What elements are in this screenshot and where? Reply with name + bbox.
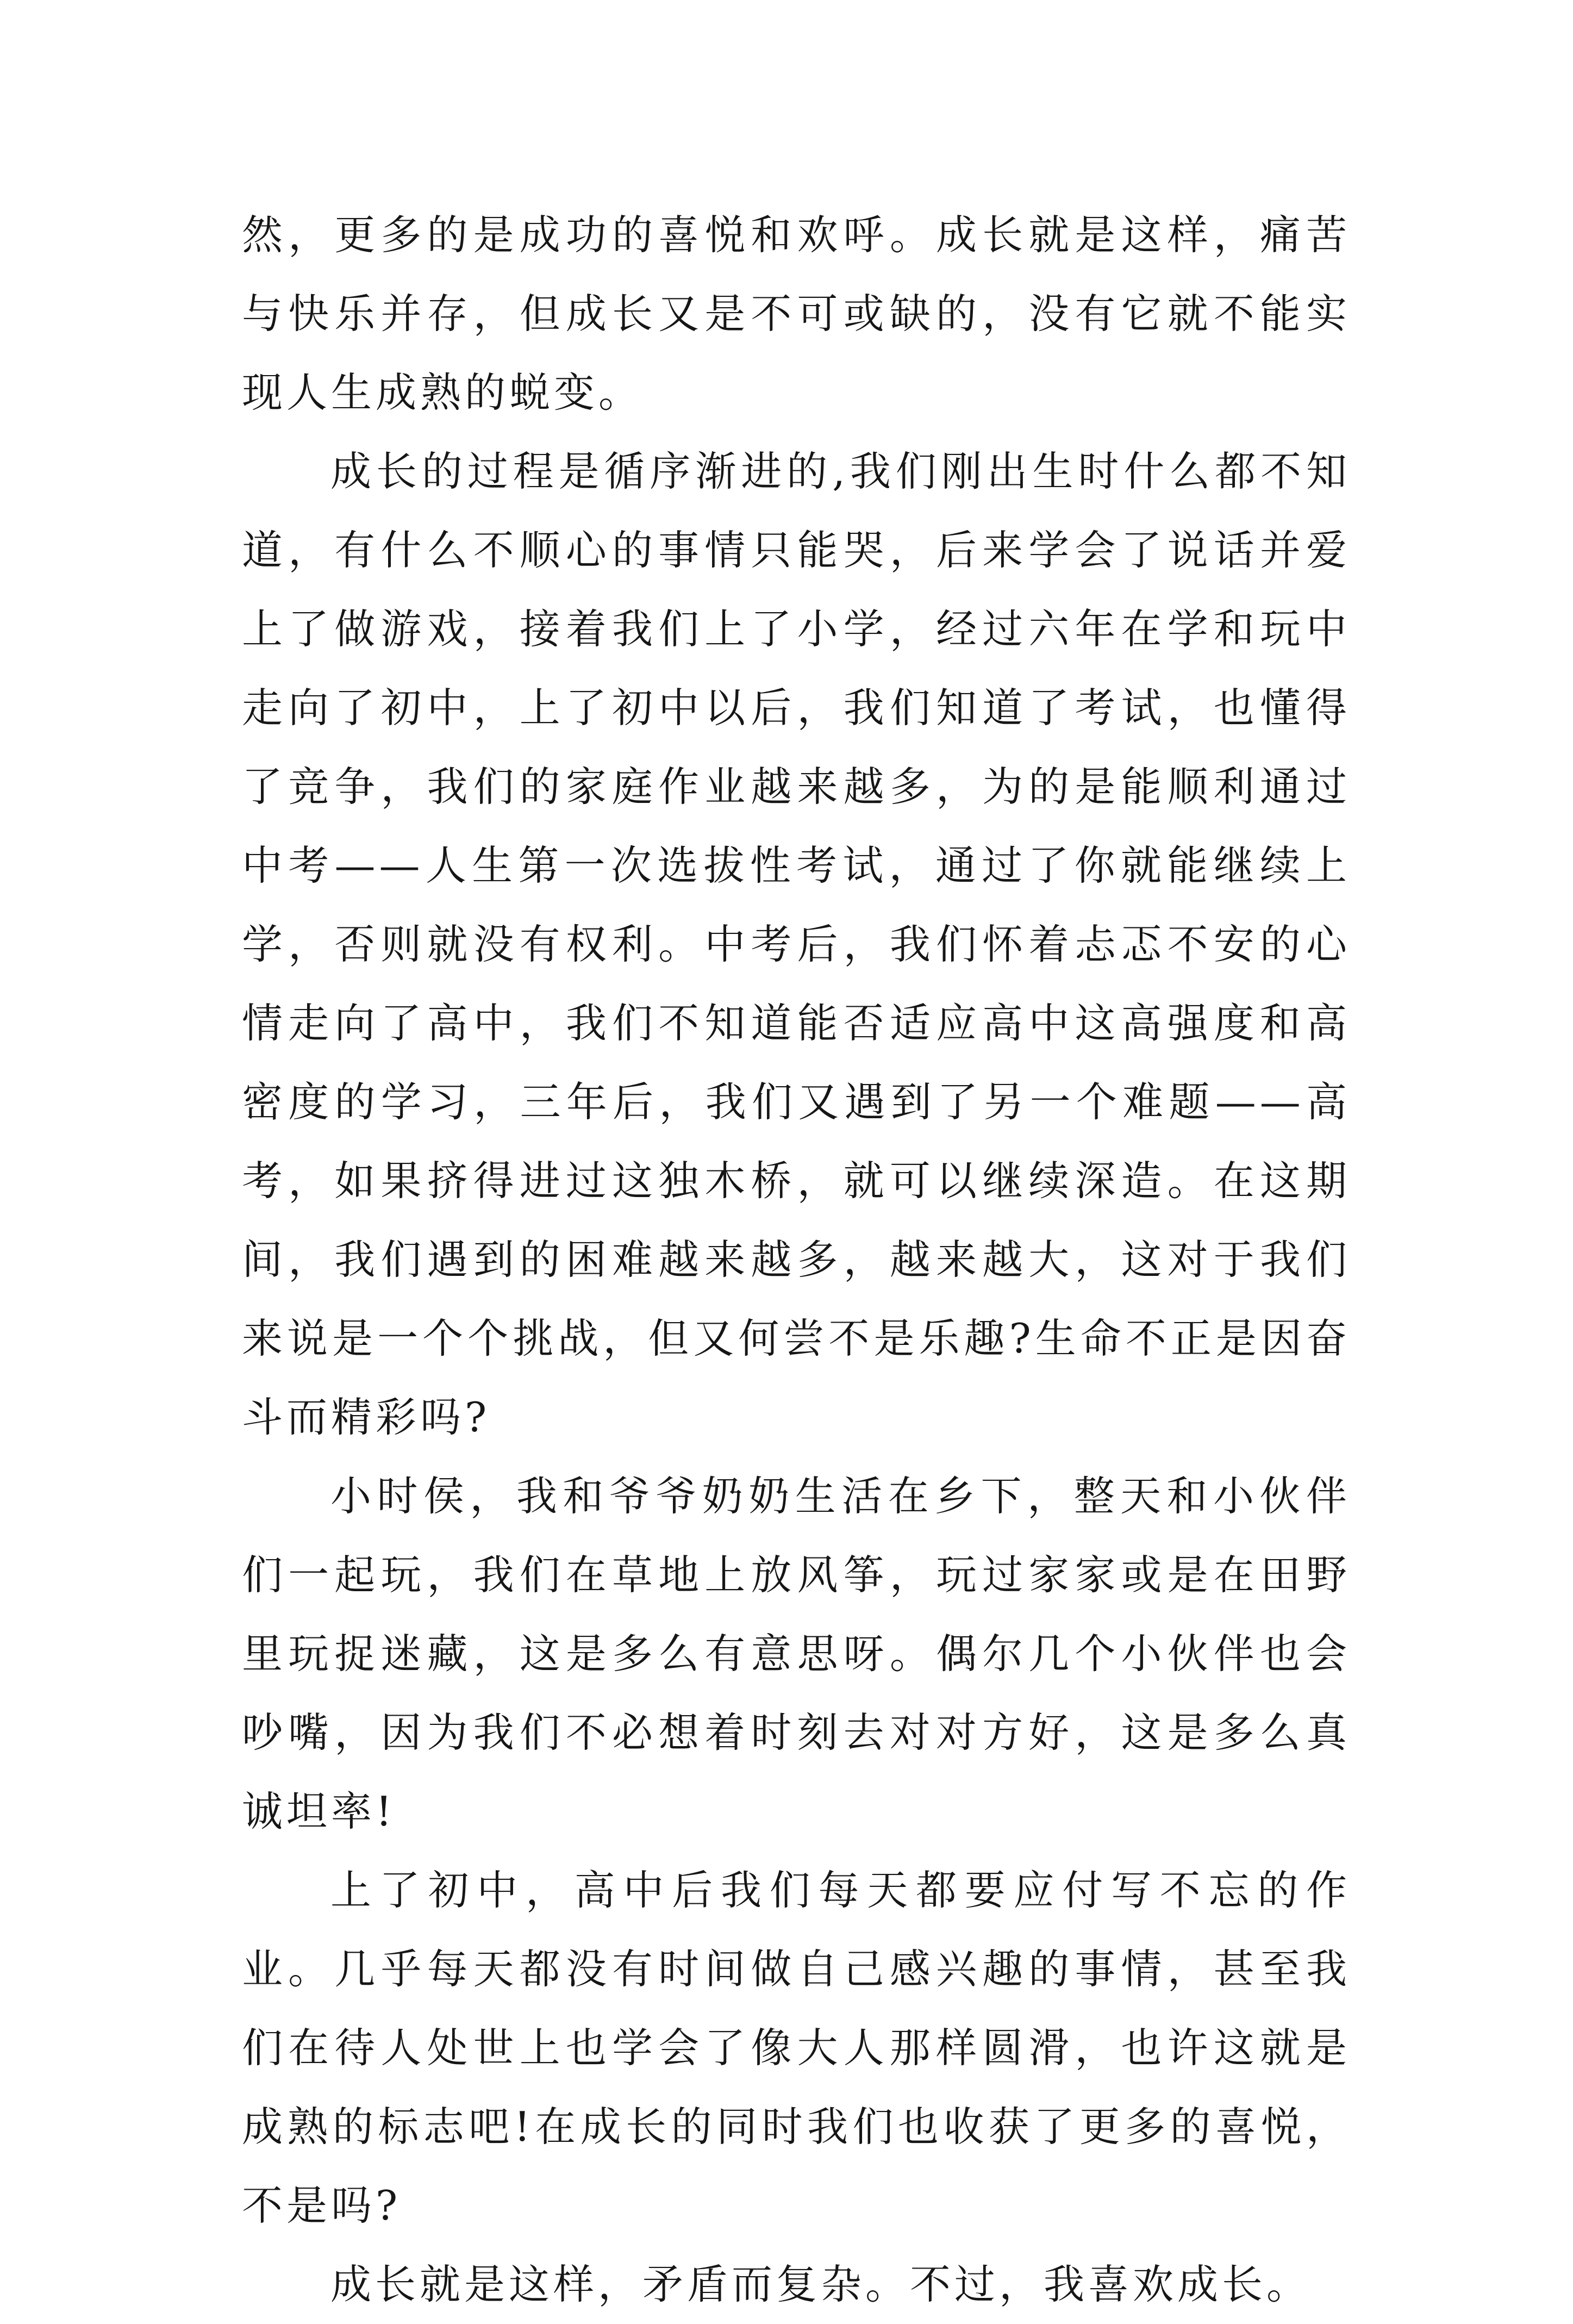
paragraph-4: 上了初中，高中后我们每天都要应付写不忘的作业。几乎每天都没有时间做自己感兴趣的事情，甚至我们在待人处世上也学会了像大人那样圆滑，也许这就是成熟的标志吧!在成长的同时我们也收获了更多的喜悦，不是吗? <box>242 1866 1351 2229</box>
paragraph-1: 然，更多的是成功的喜悦和欢呼。成长就是这样，痛苦与快乐并存，但成长又是不可或缺的，没有它就不能实现人生成熟的蜕变。 <box>242 211 1351 416</box>
paragraph-3: 小时侯，我和爷爷奶奶生活在乡下，整天和小伙伴们一起玩，我们在草地上放风筝，玩过家家或是在田野里玩捉迷藏，这是多么有意思呀。偶尔几个小伙伴也会吵嘴，因为我们不必想着时刻去对对方好，这是多么真诚坦率! <box>242 1472 1351 1835</box>
paragraph-2: 成长的过程是循序渐进的,我们刚出生时什么都不知道，有什么不顺心的事情只能哭，后来学会了说话并爱上了做游戏，接着我们上了小学，经过六年在学和玩中走向了初中，上了初中以后，我们知道了考试，也懂得了竞争，我们的家庭作业越来越多，为的是能顺利通过中考——人生第一次选拔性考试，通过了你就能继续上学，否则就没有权利。中考后，我们怀着忐忑不安的心情走向了高中，我们不知道能否适应高中这高强度和高密度的学习，三年后，我们又遇到了另一个难题——高考，如果挤得进过这独木桥，就可以继续深造。在这期间，我们遇到的困难越来越多，越来越大，这对于我们来说是一个个挑战，但又何尝不是乐趣?生命不正是因奋斗而精彩吗? <box>242 447 1351 1441</box>
paragraph-5: 成长就是这样，矛盾而复杂。不过，我喜欢成长。 <box>330 2260 1312 2308</box>
document-body <box>242 196 1351 2324</box>
